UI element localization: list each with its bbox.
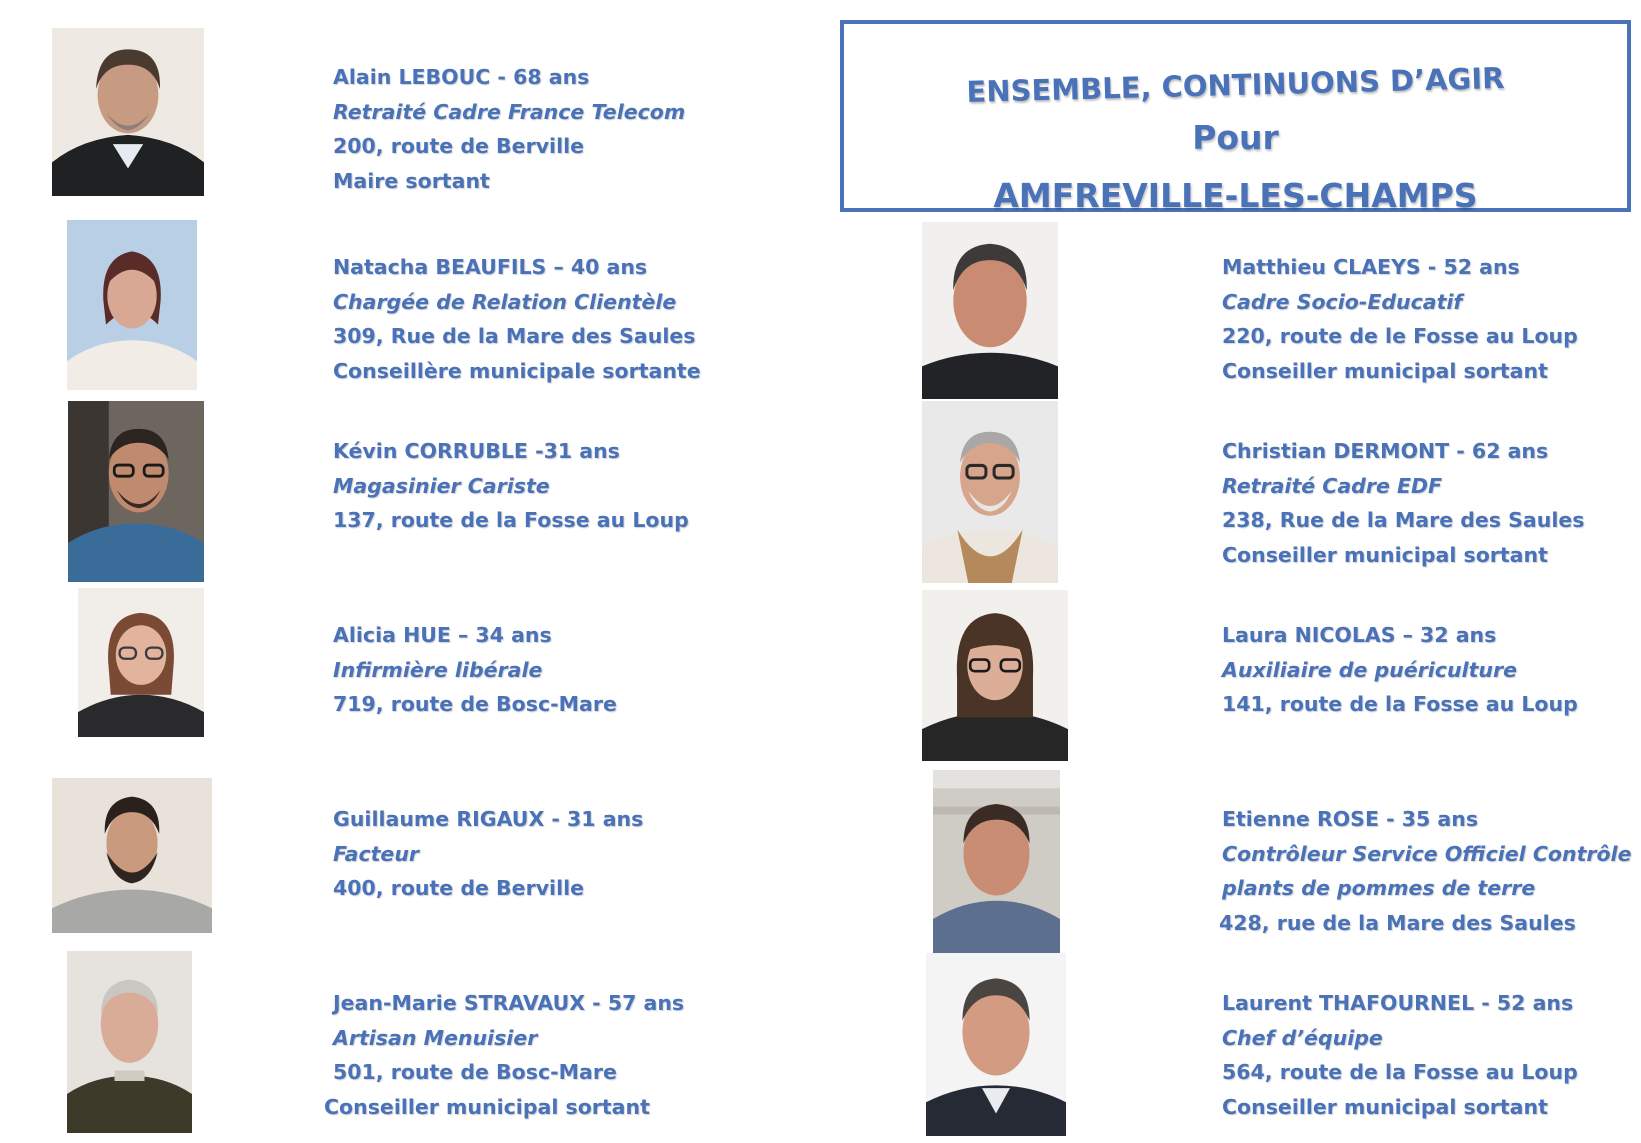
candidate-photo — [933, 770, 1060, 953]
candidate-job: Artisan Menuisier — [333, 1025, 538, 1050]
candidate-address: 220, route de le Fosse au Loup — [1222, 324, 1578, 348]
candidate-photo — [922, 590, 1068, 761]
candidate-photo — [922, 222, 1058, 399]
candidate-address: 400, route de Berville — [333, 876, 585, 900]
candidate-address: 238, Rue de la Mare des Saules — [1222, 508, 1585, 532]
candidate-address: 309, Rue de la Mare des Saules — [333, 324, 696, 348]
candidate-info — [1222, 250, 1578, 388]
candidate-info — [324, 986, 685, 1124]
slogan-title: ENSEMBLE, CONTINUONS D’AGIR — [966, 60, 1505, 110]
candidate-address: 428, rue de la Mare des Saules — [1219, 910, 1576, 935]
candidate-status: Conseillère municipale sortante — [333, 358, 701, 383]
candidate-job: Infirmière libérale — [333, 657, 543, 682]
candidate-info — [1219, 802, 1632, 940]
candidate-photo — [52, 28, 204, 196]
candidate-job: Retraité Cadre France Telecom — [333, 99, 686, 124]
candidate-status: Conseiller municipal sortant — [324, 1094, 650, 1119]
candidate-info — [1222, 434, 1584, 572]
candidate-name: Etienne ROSE - 35 ans — [1222, 807, 1479, 831]
candidate-address: 141, route de la Fosse au Loup — [1222, 692, 1578, 716]
candidate-status: Maire sortant — [333, 168, 490, 193]
candidate-info — [333, 250, 701, 388]
candidate-status: Conseiller municipal sortant — [1222, 1094, 1548, 1119]
candidate-address: 719, route de Bosc-Mare — [333, 692, 617, 716]
candidate-status: Conseiller municipal sortant — [1222, 542, 1548, 567]
candidate-address: 501, route de Bosc-Mare — [333, 1060, 617, 1084]
candidate-job: Facteur — [333, 841, 420, 866]
candidate-job: Chef d’équipe — [1222, 1025, 1383, 1050]
candidate-photo — [67, 951, 192, 1133]
title-box — [840, 20, 1631, 215]
candidate-info — [333, 802, 643, 906]
candidate-job: Contrôleur Service Officiel Contrôle — [1222, 841, 1632, 866]
candidate-name: Alicia HUE – 34 ans — [333, 623, 552, 647]
candidate-photo — [67, 220, 197, 390]
candidate-photo — [922, 401, 1058, 583]
candidate-name: Christian DERMONT - 62 ans — [1222, 439, 1549, 463]
candidate-name: Laurent THAFOURNEL - 52 ans — [1222, 991, 1574, 1015]
candidate-job: Magasinier Cariste — [333, 473, 550, 498]
candidate-address: 200, route de Berville — [333, 134, 585, 158]
candidate-name: Matthieu CLAEYS - 52 ans — [1222, 255, 1520, 279]
candidate-address: 564, route de la Fosse au Loup — [1222, 1060, 1578, 1084]
candidate-name: Guillaume RIGAUX - 31 ans — [333, 807, 644, 831]
candidate-status: Conseiller municipal sortant — [1222, 358, 1548, 383]
candidate-info — [333, 60, 685, 198]
candidate-photo — [52, 778, 212, 933]
candidate-info — [1222, 986, 1578, 1124]
candidate-job: Cadre Socio-Educatif — [1222, 289, 1463, 314]
slogan-pour: Pour — [1192, 118, 1279, 157]
candidate-job: Retraité Cadre EDF — [1222, 473, 1443, 498]
candidate-name: Natacha BEAUFILS – 40 ans — [333, 255, 648, 279]
candidate-photo — [68, 401, 204, 582]
candidate-job: Auxiliaire de puériculture — [1222, 657, 1517, 682]
candidate-name: Laura NICOLAS – 32 ans — [1222, 623, 1497, 647]
candidate-job-continued: plants de pommes de terre — [1222, 876, 1536, 900]
commune-name: AMFREVILLE-LES-CHAMPS — [993, 176, 1478, 215]
candidate-info — [333, 618, 617, 722]
candidate-job: Chargée de Relation Clientèle — [333, 289, 677, 314]
candidate-photo — [926, 953, 1066, 1136]
candidate-name: Alain LEBOUC - 68 ans — [333, 65, 590, 89]
candidate-info — [1222, 618, 1578, 722]
candidate-name: Kévin CORRUBLE -31 ans — [333, 439, 620, 463]
candidate-address: 137, route de la Fosse au Loup — [333, 508, 689, 532]
candidate-name: Jean-Marie STRAVAUX - 57 ans — [333, 991, 685, 1015]
candidate-photo — [78, 588, 204, 737]
candidate-info — [333, 434, 689, 538]
